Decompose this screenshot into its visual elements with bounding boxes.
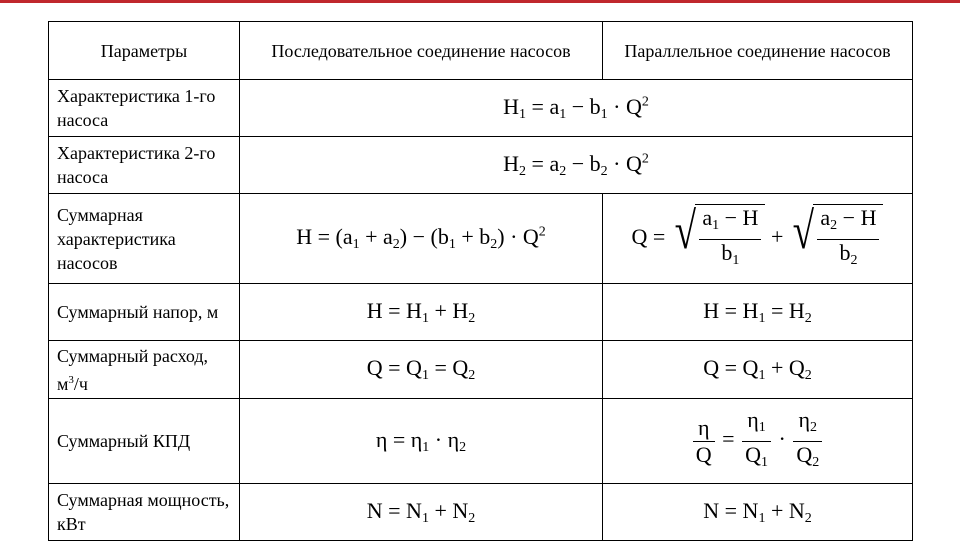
header-parallel: Параллельное соединение насосов xyxy=(603,22,913,80)
top-accent-line xyxy=(0,0,960,3)
formula: $Q = Q_1 + Q_2$ xyxy=(703,355,812,383)
header-row xyxy=(49,22,913,80)
formula: $N = N_1 + N_2$ xyxy=(366,497,476,526)
formula: $\frac{\eta}{Q}$ = $\frac{\eta_1}{Q_1}$ · $\frac{\eta_2}{Q_2}$ xyxy=(691,426,824,451)
formula: Q = √ $\frac{a_1 - H}{b_1}$ + √ $\frac{a_2 - H}{b_2}$ xyxy=(632,224,884,249)
sqrt: √ $\frac{a_1 - H}{b_1}$ xyxy=(671,204,766,274)
table-row xyxy=(49,137,913,194)
param-cell: Суммарная мощность, кВт xyxy=(49,484,240,541)
formula: $Q = Q_1 = Q_2$ xyxy=(366,355,476,383)
table-row xyxy=(49,80,913,137)
param-cell: Характеристика 1-го насоса xyxy=(49,80,240,137)
table-row xyxy=(49,194,913,284)
formula-cell-series xyxy=(240,484,603,541)
formula-cell-parallel xyxy=(603,341,913,399)
param-cell: Суммарная характеристика насосов xyxy=(49,194,240,284)
param-cell: Характеристика 2-го насоса xyxy=(49,137,240,194)
param-cell: Суммарный напор, м xyxy=(49,284,240,341)
formula-cell-parallel xyxy=(603,484,913,541)
formula: $H = H_1 + H_2$ xyxy=(366,297,476,326)
formula-cell-parallel xyxy=(603,284,913,341)
param-cell: Суммарный расход, $м^3/ч$ xyxy=(49,341,240,399)
formula: $N = N_1 + N_2$ xyxy=(703,497,812,526)
table-row xyxy=(49,341,913,399)
table-row xyxy=(49,399,913,484)
formula-cell xyxy=(240,137,913,194)
formula: $H = (a_1 + a_2) - (b_1 + b_2) \cdot Q^2$ xyxy=(296,224,546,252)
header-parameters: Параметры xyxy=(49,22,240,80)
formula-cell-series xyxy=(240,399,603,484)
header-series: Последовательное соединение насосов xyxy=(240,22,603,80)
formula: $H_1 = a_1 - b_1 \cdot Q^2$ xyxy=(503,93,649,122)
table-row xyxy=(49,284,913,341)
formula-cell-series xyxy=(240,341,603,399)
formula-cell-parallel xyxy=(603,399,913,484)
formula-cell-series xyxy=(240,194,603,284)
sqrt: √ $\frac{a_2 - H}{b_2}$ xyxy=(789,204,884,274)
param-cell: Суммарный КПД xyxy=(49,399,240,484)
table-row xyxy=(49,484,913,541)
formula-cell-series xyxy=(240,284,603,341)
formula-cell-parallel xyxy=(603,194,913,284)
formula-cell xyxy=(240,80,913,137)
pump-connection-table xyxy=(48,21,913,541)
formula: $\eta = \eta_1 \cdot \eta_2$ xyxy=(375,426,467,455)
formula: $H = H_1 = H_2$ xyxy=(703,297,812,326)
formula: $H_2 = a_2 - b_2 \cdot Q^2$ xyxy=(503,150,649,179)
